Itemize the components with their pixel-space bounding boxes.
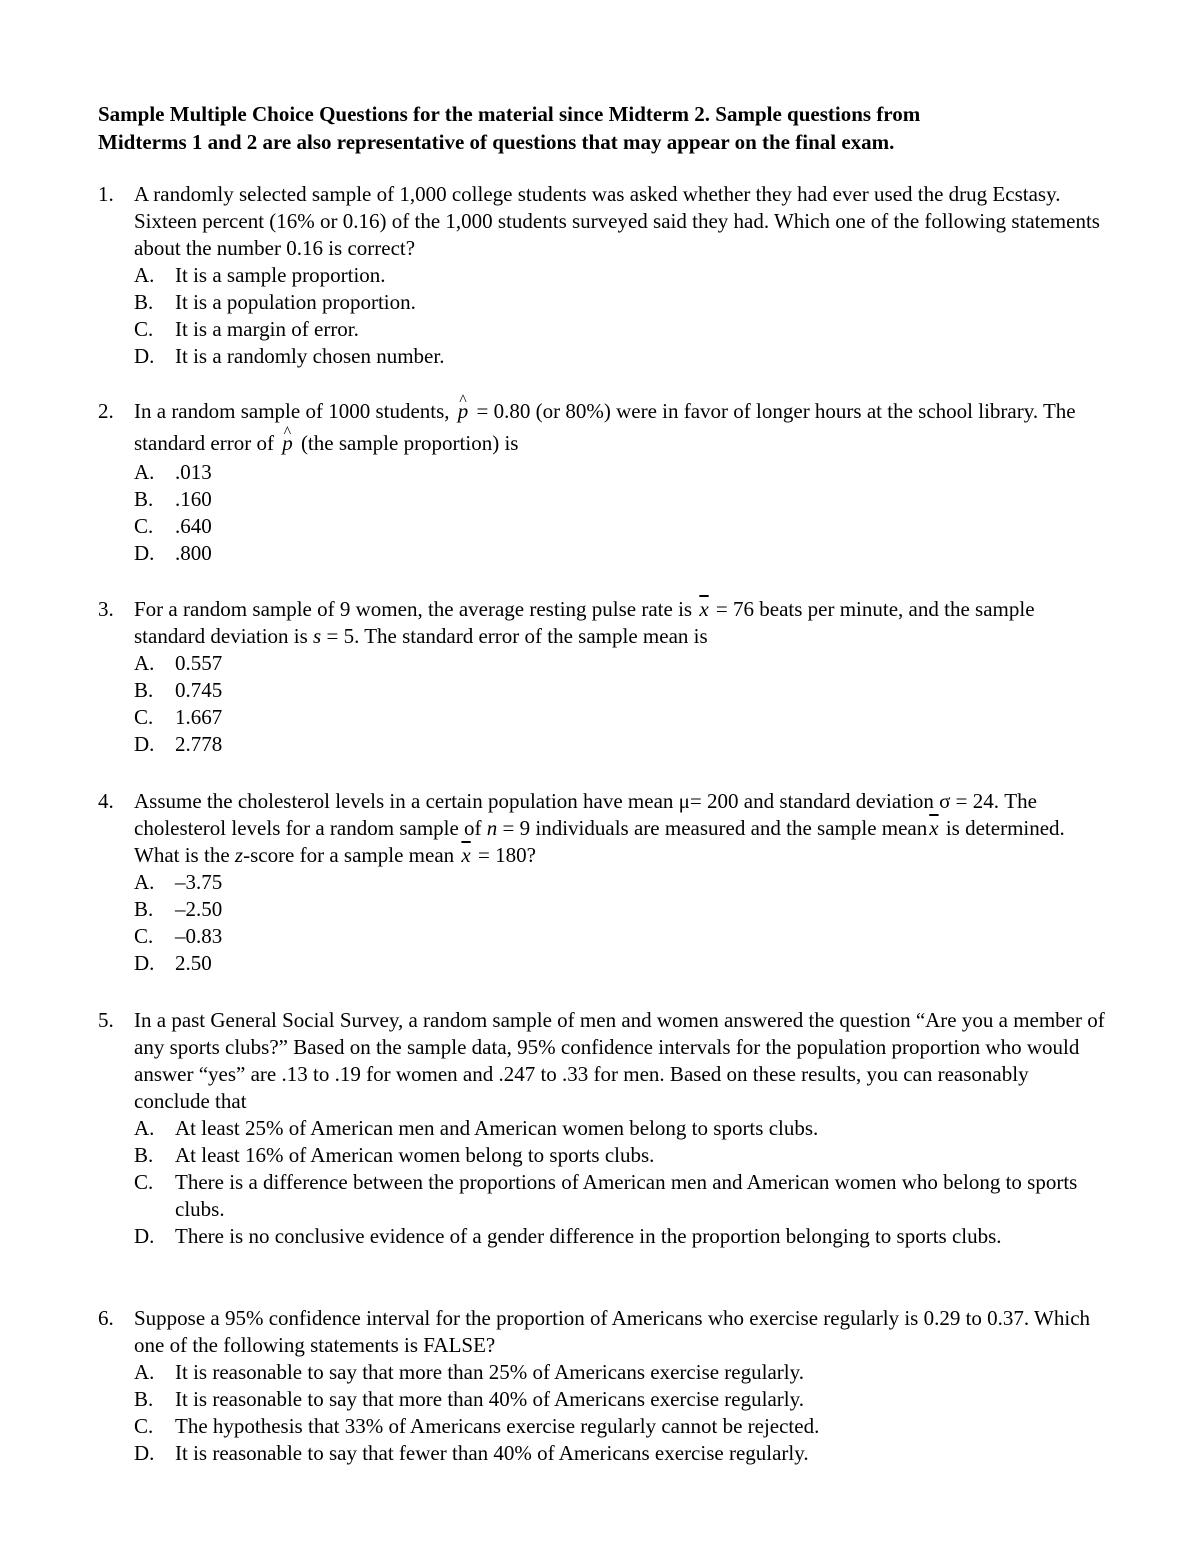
question-number: 5.: [98, 1008, 114, 1032]
answer-option: [98, 540, 1108, 567]
option-letter: C.: [134, 514, 154, 538]
option-letter: B.: [134, 290, 154, 314]
answer-option: [98, 1413, 1108, 1440]
option-letter: A.: [134, 1116, 155, 1140]
question-number: 3.: [98, 597, 114, 621]
question-5: [98, 1007, 1108, 1250]
option-letter: D.: [134, 344, 155, 368]
question-stem: [98, 596, 1108, 650]
option-text: At least 25% of American men and American women belong to sports clubs.: [175, 1116, 819, 1140]
question-stem: [98, 181, 1108, 262]
option-letter: A.: [134, 1360, 155, 1384]
option-letter: D.: [134, 1224, 155, 1248]
question-text: In a random sample of 1000 students,: [134, 399, 450, 423]
p-hat-symbol: ^ p: [282, 431, 293, 455]
question-text: Assume the cholesterol levels in a certain population have mean μ= 200 and standard deviation σ = 24. The cholesterol levels for a random sample of: [134, 789, 1037, 840]
question-4: [98, 788, 1108, 977]
answer-option: [98, 1169, 1108, 1223]
answer-option: [98, 289, 1108, 316]
answer-option: [98, 486, 1108, 513]
option-letter: A.: [134, 263, 155, 287]
answer-option: [98, 677, 1108, 704]
question-text: For a random sample of 9 women, the average resting pulse rate is: [134, 597, 693, 621]
answer-option: [98, 513, 1108, 540]
answer-option: [98, 1115, 1108, 1142]
question-text: (the sample proportion) is: [300, 431, 519, 455]
question-stem: [98, 1007, 1108, 1115]
s-symbol: s: [313, 624, 322, 648]
question-text: = 0.80 (or 80%) were in favor of longer hours at the school library. The standard error of: [134, 399, 1076, 455]
p-hat-symbol: ^ p: [458, 399, 469, 423]
answer-option: [98, 262, 1108, 289]
question-6: [98, 1305, 1108, 1467]
question-stem: [98, 788, 1108, 869]
option-text: .160: [175, 487, 212, 511]
option-text: There is no conclusive evidence of a gender difference in the proportion belonging to sports clubs.: [175, 1224, 1002, 1248]
z-symbol: z: [234, 843, 244, 867]
option-text: The hypothesis that 33% of Americans exercise regularly cannot be rejected.: [175, 1414, 820, 1438]
option-letter: A.: [134, 460, 155, 484]
option-letter: C.: [134, 1414, 154, 1438]
x-bar-symbol: $\overline{x}$: [461, 843, 471, 867]
option-text: 2.778: [175, 732, 223, 756]
option-letter: C.: [134, 705, 154, 729]
document-header: [98, 100, 1108, 156]
option-letter: D.: [134, 732, 155, 756]
question-text: A randomly selected sample of 1,000 college students was asked whether they had ever used the drug Ecstasy. Sixteen percent (16% or 0.16) of the 1,000 students surveyed said they had. Which one of the following statements about the number 0.16 is correct?: [134, 182, 1100, 260]
option-letter: D.: [134, 951, 155, 975]
question-number: 6.: [98, 1306, 114, 1330]
header-line-1: Sample Multiple Choice Questions for the material since Midterm 2. Sample questions from: [98, 102, 921, 126]
option-letter: D.: [134, 541, 155, 565]
option-text: 1.667: [175, 705, 223, 729]
option-letter: C.: [134, 317, 154, 341]
option-text: 0.557: [175, 651, 223, 675]
answer-option: [98, 1223, 1108, 1250]
question-stem: [98, 1305, 1108, 1359]
option-letter: C.: [134, 924, 154, 948]
question-number: 2.: [98, 399, 114, 423]
x-bar-symbol: $\overline{x}$: [929, 816, 939, 840]
option-text: It is a population proportion.: [175, 290, 416, 314]
question-2: [98, 395, 1108, 567]
option-text: .013: [175, 460, 212, 484]
question-1: [98, 181, 1108, 370]
answer-option: [98, 1386, 1108, 1413]
option-text: It is reasonable to say that more than 25% of Americans exercise regularly.: [175, 1360, 804, 1384]
question-text: Suppose a 95% confidence interval for the proportion of Americans who exercise regularly is 0.29 to 0.37. Which one of the following statements is FALSE?: [134, 1306, 1091, 1357]
answer-option: [98, 869, 1108, 896]
option-text: It is a randomly chosen number.: [175, 344, 445, 368]
option-letter: B.: [134, 678, 154, 702]
question-text: is determined. What is the: [134, 816, 1065, 867]
header-line-2: Midterms 1 and 2 are also representative of questions that may appear on the final exam.: [98, 130, 895, 154]
question-text: = 9 individuals are measured and the sample mean: [502, 816, 928, 840]
answer-option: [98, 459, 1108, 486]
option-text: It is a margin of error.: [175, 317, 359, 341]
x-bar-symbol: $\overline{x}$: [699, 597, 709, 621]
option-text: 0.745: [175, 678, 223, 702]
question-text: -score for a sample mean: [243, 843, 455, 867]
option-letter: D.: [134, 1441, 155, 1465]
question-text: = 180?: [477, 843, 536, 867]
question-text: = 5. The standard error of the sample mean is: [326, 624, 708, 648]
option-letter: A.: [134, 651, 155, 675]
question-number: 1.: [98, 182, 114, 206]
answer-option: [98, 316, 1108, 343]
option-text: –3.75: [175, 870, 223, 894]
option-text: .640: [175, 514, 212, 538]
option-text: –2.50: [175, 897, 223, 921]
option-text: .800: [175, 541, 212, 565]
answer-option: [98, 1440, 1108, 1467]
question-number: 4.: [98, 789, 114, 813]
n-symbol: n: [486, 816, 498, 840]
question-3: [98, 596, 1108, 758]
answer-option: [98, 896, 1108, 923]
answer-option: [98, 1359, 1108, 1386]
answer-option: [98, 704, 1108, 731]
option-letter: B.: [134, 897, 154, 921]
option-text: –0.83: [175, 924, 223, 948]
option-letter: C.: [134, 1170, 154, 1194]
option-text: It is reasonable to say that fewer than 40% of Americans exercise regularly.: [175, 1441, 809, 1465]
question-stem: [98, 395, 1108, 459]
answer-option: [98, 343, 1108, 370]
option-letter: B.: [134, 1387, 154, 1411]
option-letter: B.: [134, 1143, 154, 1167]
question-text: In a past General Social Survey, a random sample of men and women answered the question “Are you a member of any sports clubs?” Based on the sample data, 95% confidence intervals for the population proportion who would answer “yes” are .13 to .19 for women and .247 to .33 for men. Based on these results, you can reasonably conclude that: [134, 1008, 1105, 1113]
answer-option: [98, 650, 1108, 677]
answer-option: [98, 731, 1108, 758]
option-text: 2.50: [175, 951, 212, 975]
option-text: It is a sample proportion.: [175, 263, 386, 287]
option-letter: A.: [134, 870, 155, 894]
option-text: There is a difference between the proportions of American men and American women who belong to sports clubs.: [175, 1170, 1078, 1221]
option-text: At least 16% of American women belong to sports clubs.: [175, 1143, 655, 1167]
answer-option: [98, 1142, 1108, 1169]
question-text: = 76 beats per minute, and the sample standard deviation is: [134, 597, 1035, 648]
option-letter: B.: [134, 487, 154, 511]
answer-option: [98, 923, 1108, 950]
answer-option: [98, 950, 1108, 977]
option-text: It is reasonable to say that more than 40% of Americans exercise regularly.: [175, 1387, 804, 1411]
